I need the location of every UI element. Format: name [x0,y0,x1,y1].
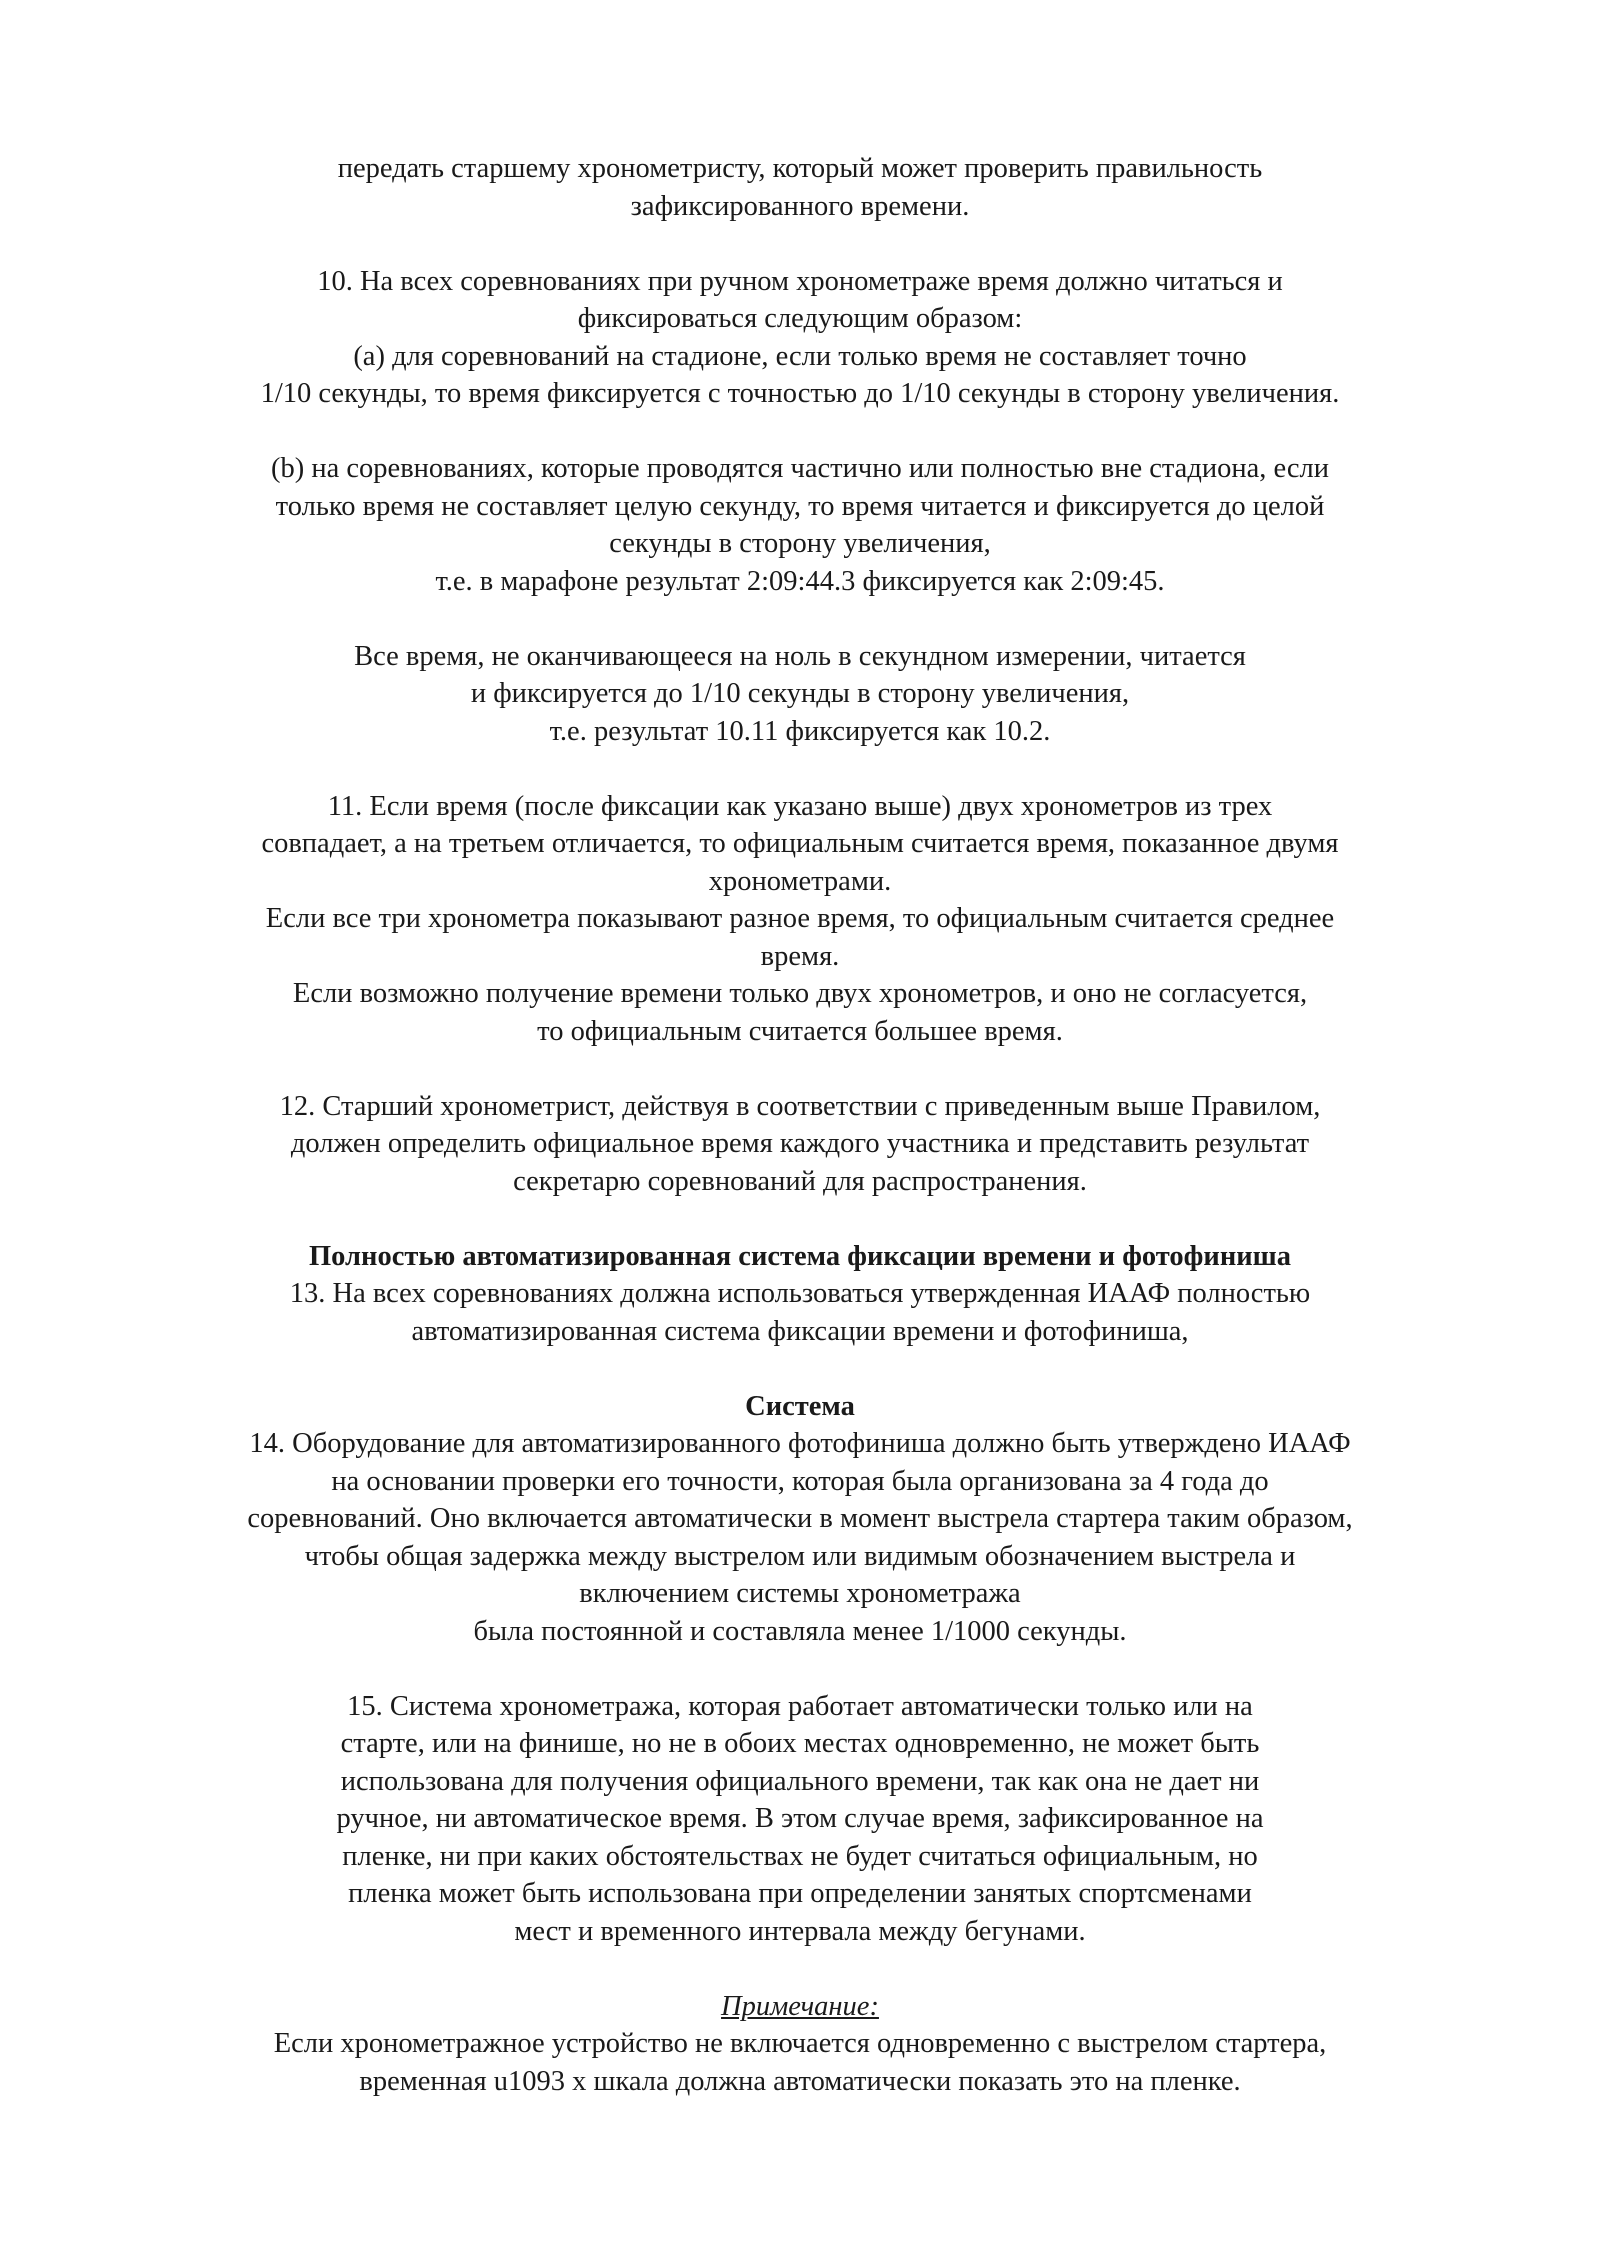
text-line: 13. На всех соревнованиях должна использоваться утвержденная ИААФ полностью [289,1278,1311,1309]
text-line: и фиксируется до 1/10 секунды в сторону увеличения, [470,678,1130,709]
section-heading-system: Система [745,1390,855,1422]
text-line: Если возможно получение времени только двух хронометров, и оно не согласуется, [292,978,1308,1009]
text-line: чтобы общая задержка между выстрелом или видимым обозначением выстрела и [304,1540,1296,1572]
text-line: 11. Если время (после фиксации как указано выше) двух хронометров из трех [327,790,1273,822]
text-line: то официальным считается большее время. [537,1015,1063,1047]
text-line: ручное, ни автоматическое время. В этом случае время, зафиксированное на [336,1803,1264,1834]
paragraph-gap [200,1650,1400,1688]
rule-14-paragraph [200,1425,1400,1650]
text-line: секунды в сторону увеличения, [609,528,991,559]
rule-11-paragraph [200,788,1400,1051]
text-line: т.е. в марафоне результат 2:09:44.3 фиксируется как 2:09:45. [435,565,1165,597]
intro-paragraph [200,150,1400,225]
rule-10c-paragraph [200,638,1400,751]
text-line: секретарю соревнований для распространения. [513,1165,1087,1197]
paragraph-gap [200,225,1400,263]
text-line: включением системы хронометража [579,1578,1021,1609]
text-line: старте, или на финише, но не в обоих местах одновременно, не может быть [340,1728,1260,1759]
text-line: т.е. результат 10.11 фиксируется как 10.2. [549,715,1051,747]
paragraph-gap [200,1350,1400,1388]
note-paragraph [200,2025,1400,2100]
text-line: совпадает, а на третьем отличается, то официальным считается время, показанное двумя [261,828,1339,859]
text-line: пленка может быть использована при определении занятых спортсменами [348,1878,1252,1909]
text-line: время. [760,940,840,972]
rule-10-paragraph [200,263,1400,413]
text-line: (b) на соревнованиях, которые проводятся частично или полностью вне стадиона, если [271,453,1329,484]
text-line: была постоянной и составляла менее 1/1000 секунды. [473,1615,1127,1647]
paragraph-gap [200,1050,1400,1088]
text-line: только время не составляет целую секунду, то время читается и фиксируется до целой [275,490,1325,522]
text-line: соревнований. Оно включается автоматически в момент выстрела стартера таким образом, [247,1503,1353,1534]
paragraph-gap [200,600,1400,638]
text-line: 12. Старший хронометрист, действуя в соответствии с приведенным выше Правилом, [279,1090,1321,1122]
paragraph-gap [200,1950,1400,1988]
rule-13-paragraph [200,1275,1400,1350]
text-line: зафиксированного времени. [630,190,970,222]
text-line: должен определить официальное время каждого участника и представить результат [290,1128,1310,1159]
note-title: Примечание: [721,1990,879,2022]
rule-10b-paragraph [200,450,1400,600]
text-line: 10. На всех соревнованиях при ручном хронометраже время должно читаться и [317,265,1283,297]
text-line: 1/10 секунды, то время фиксируется с точностью до 1/10 секунды в сторону увеличения. [260,378,1340,409]
text-line: временная u1093 х шкала должна автоматически показать это на пленке. [359,2065,1241,2097]
text-line: 14. Оборудование для автоматизированного фотофиниша должно быть утверждено ИААФ [249,1428,1351,1459]
paragraph-gap [200,750,1400,788]
text-line: фиксироваться следующим образом: [577,303,1023,334]
text-line: передать старшему хронометристу, который может проверить правильность [337,153,1263,184]
paragraph-gap [200,1200,1400,1238]
paragraph-gap [200,413,1400,451]
rule-15-paragraph [200,1688,1400,1951]
text-line: Все время, не оканчивающееся на ноль в секундном измерении, читается [354,640,1246,672]
rule-12-paragraph [200,1088,1400,1201]
text-line: 15. Система хронометража, которая работает автоматически только или на [347,1690,1253,1722]
text-line: (а) для соревнований на стадионе, если только время не составляет точно [353,340,1247,372]
text-line: мест и временного интервала между бегунами. [514,1915,1086,1947]
text-line: Если хронометражное устройство не включается одновременно с выстрелом стартера, [273,2028,1327,2059]
text-line: использована для получения официального времени, так как она не дает ни [340,1765,1260,1797]
document-body [200,150,1400,2100]
text-line: пленке, ни при каких обстоятельствах не будет считаться официальным, но [342,1840,1258,1872]
text-line: на основании проверки его точности, которая была организована за 4 года до [331,1465,1269,1497]
text-line: хронометрами. [708,865,892,897]
text-line: автоматизированная система фиксации времени и фотофиниша, [411,1315,1189,1347]
section-heading-automatic-timing: Полностью автоматизированная система фиксации времени и фотофиниша [309,1240,1291,1272]
text-line: Если все три хронометра показывают разное время, то официальным считается среднее [265,903,1335,934]
